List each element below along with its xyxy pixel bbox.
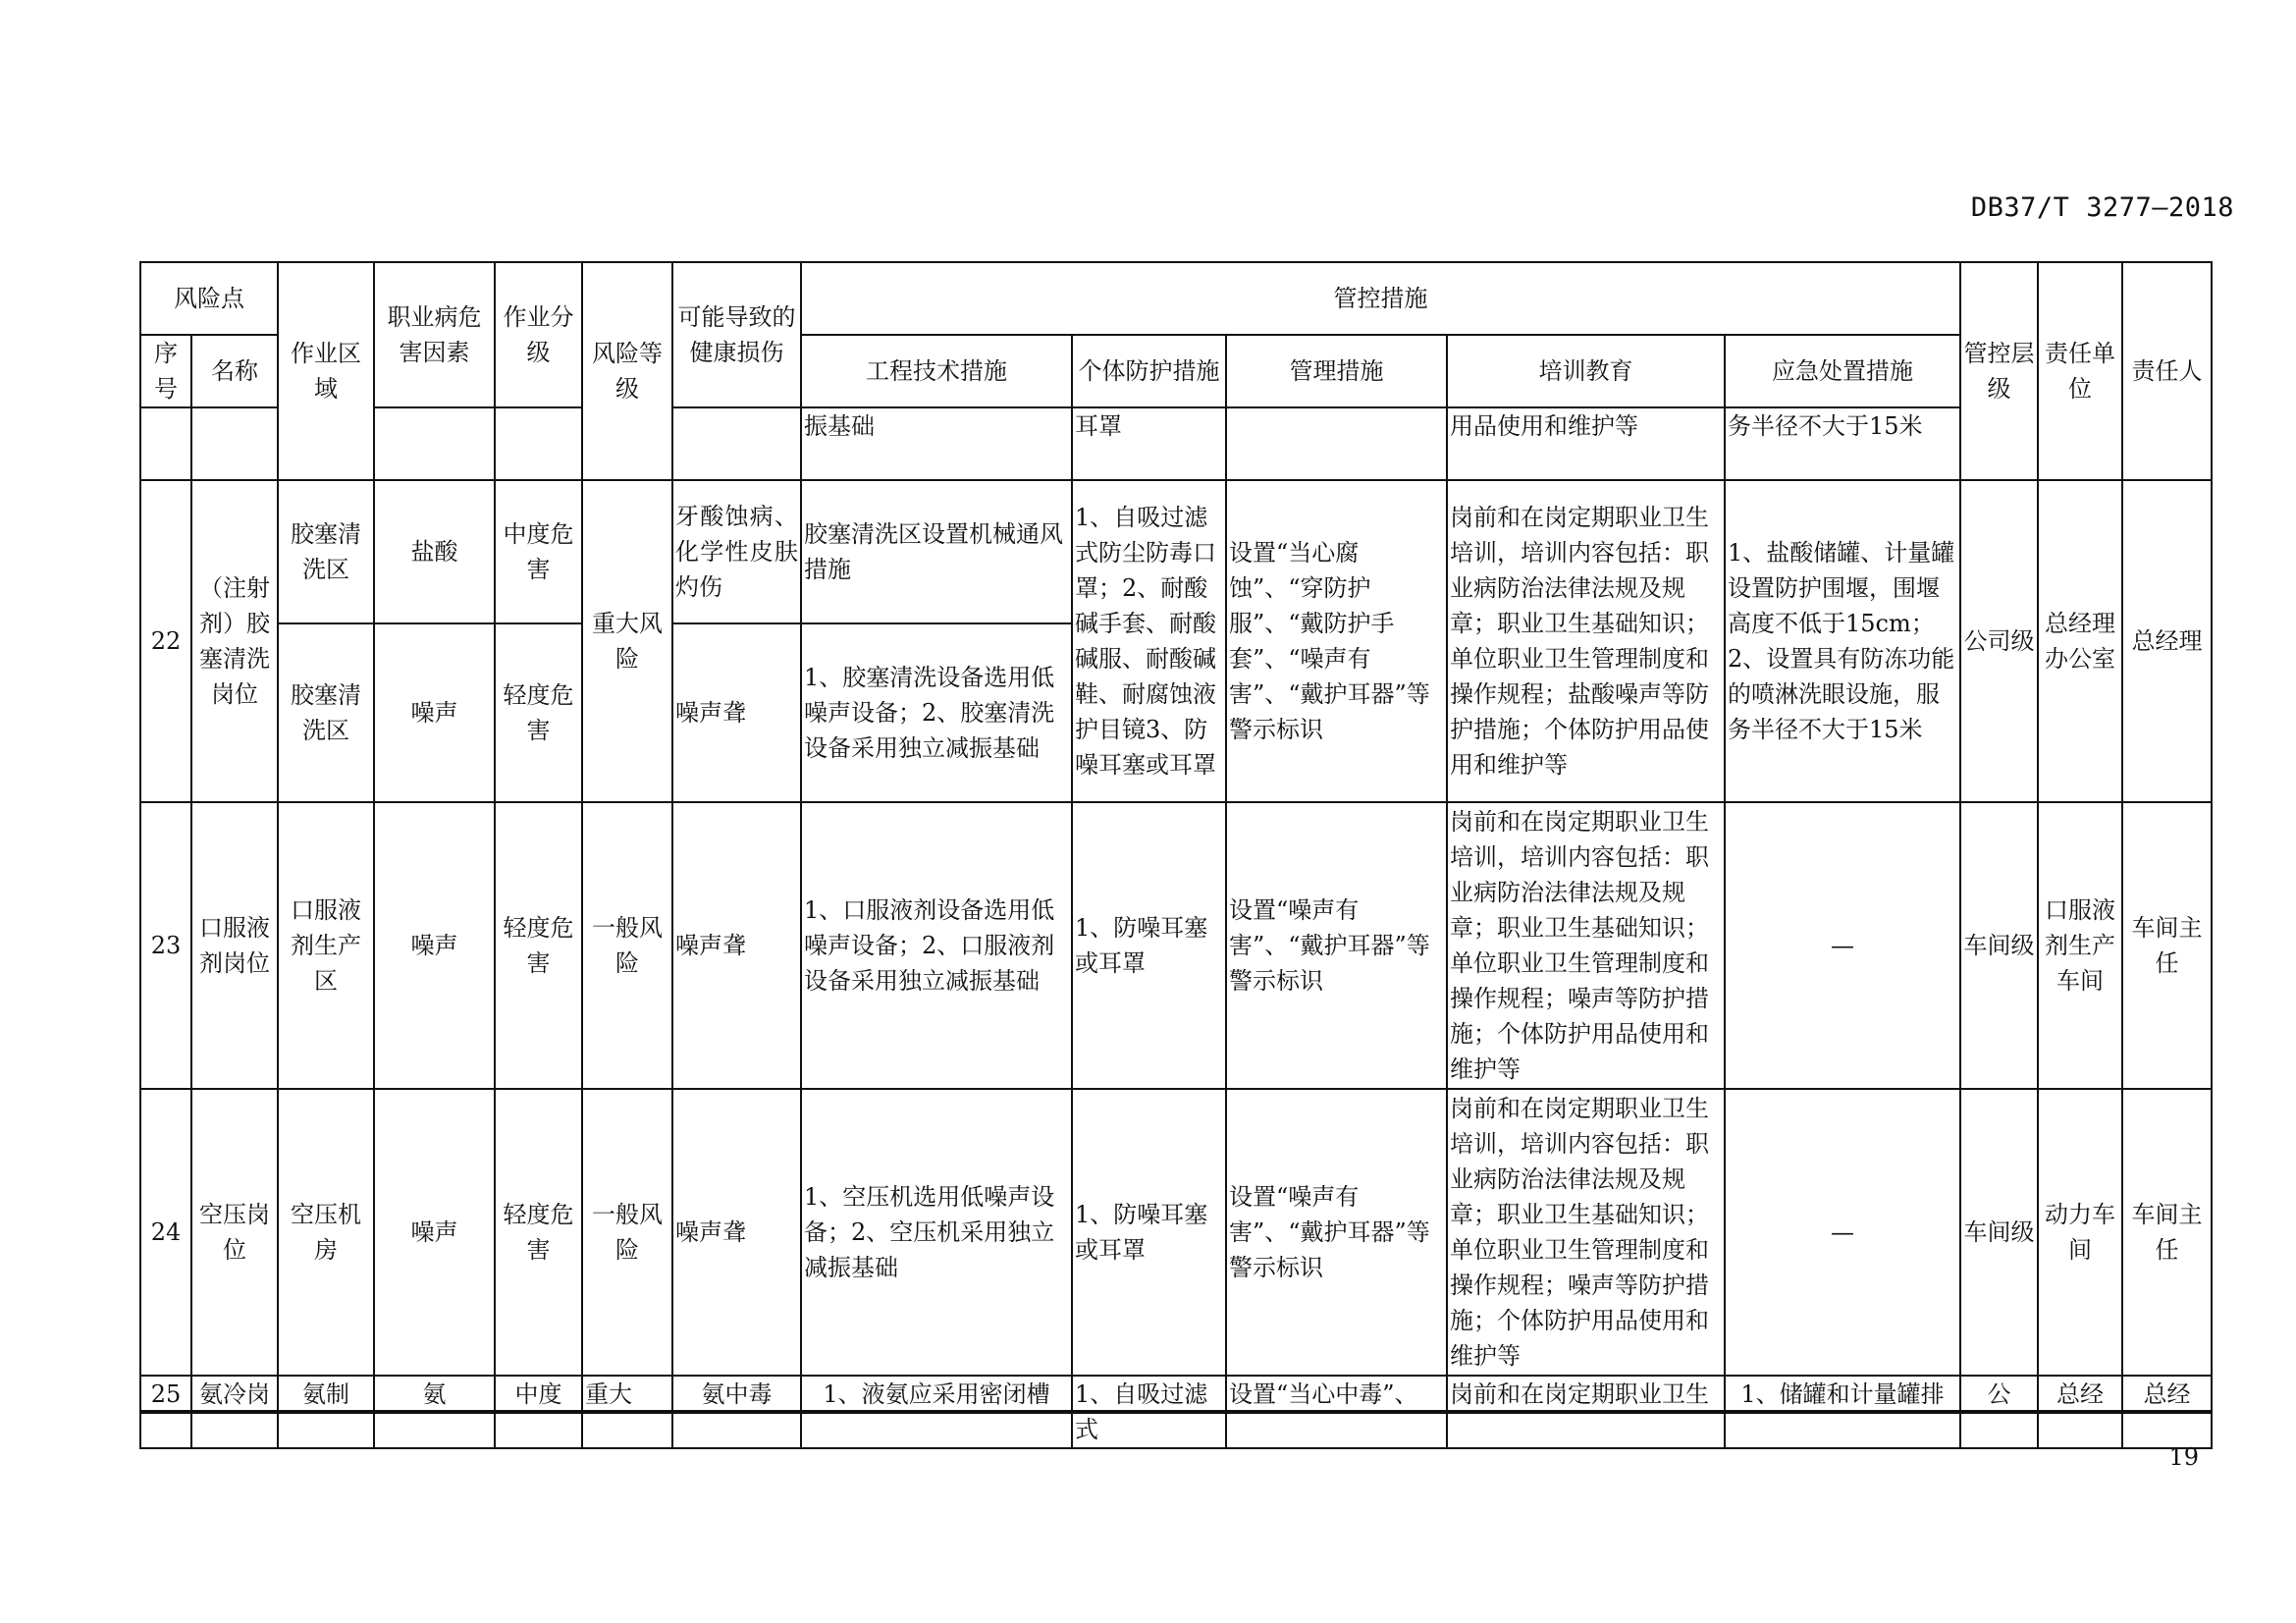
row-24-emerg: — <box>1725 1089 1960 1376</box>
row-23-unit: 口服液剂生产车间 <box>2038 802 2122 1089</box>
row-22-unit: 总经理办公室 <box>2038 480 2122 802</box>
header-person: 责任人 <box>2122 262 2212 480</box>
row-25-seq: 25 <box>140 1376 191 1448</box>
header-row-1 <box>140 262 2212 335</box>
document-code: DB37/T 3277—2018 <box>1970 192 2234 223</box>
header-harm: 可能导致的健康损伤 <box>672 262 801 407</box>
row-22-person: 总经理 <box>2122 480 2212 802</box>
row-24-eng: 1、空压机选用低噪声设备；2、空压机采用独立减振基础 <box>801 1089 1072 1376</box>
risk-control-table <box>139 261 2213 1449</box>
header-seq: 序号 <box>140 335 191 407</box>
row-23-harm: 噪声聋 <box>672 802 801 1089</box>
row-23-risk-level: 一般风险 <box>582 802 672 1089</box>
cont-seq <box>140 407 191 480</box>
row-22b-eng: 1、胶塞清洗设备选用低噪声设备；2、胶塞清洗设备采用独立减振基础 <box>801 623 1072 802</box>
row-22-seq: 22 <box>140 480 191 802</box>
header-eng: 工程技术措施 <box>801 335 1072 407</box>
header-area: 作业区域 <box>278 262 374 480</box>
row-24-mgmt: 设置“噪声有害”、“戴护耳器”等警示标识 <box>1226 1089 1447 1376</box>
cont-grade <box>495 407 582 480</box>
risk-control-table-wrapper <box>139 261 2213 1443</box>
row-22-emerg: 1、盐酸储罐、计量罐设置防护围堰，围堰高度不低于15cm；2、设置具有防冻功能的喷淋洗眼设施，服务半径不大于15米 <box>1725 480 1960 802</box>
row-23-ctrl-level: 车间级 <box>1960 802 2038 1089</box>
row-25-name: 氨冷岗 <box>191 1376 278 1448</box>
row-22a-area: 胶塞清洗区 <box>278 480 374 623</box>
row-22-risk-level: 重大风险 <box>582 480 672 802</box>
cont-train: 用品使用和维护等 <box>1447 407 1725 480</box>
row-24-hazard: 噪声 <box>374 1089 495 1376</box>
row-24-seq: 24 <box>140 1089 191 1376</box>
table-row-23 <box>140 802 2212 1089</box>
row-22b-hazard: 噪声 <box>374 623 495 802</box>
row-23-mgmt: 设置“噪声有害”、“戴护耳器”等警示标识 <box>1226 802 1447 1089</box>
page-number: 19 <box>2168 1443 2199 1471</box>
header-unit: 责任单位 <box>2038 262 2122 480</box>
cont-mgmt <box>1226 407 1447 480</box>
header-name: 名称 <box>191 335 278 407</box>
row-24-ppe: 1、防噪耳塞或耳罩 <box>1072 1089 1226 1376</box>
header-emerg: 应急处置措施 <box>1725 335 1960 407</box>
row-25-mgmt: 设置“当心中毒”、 <box>1226 1376 1447 1448</box>
row-24-unit: 动力车间 <box>2038 1089 2122 1376</box>
cont-eng: 振基础 <box>801 407 1072 480</box>
table-row-22a <box>140 480 2212 623</box>
row-24-train: 岗前和在岗定期职业卫生培训，培训内容包括：职业病防治法律法规及规章；职业卫生基础知识；单位职业卫生管理制度和操作规程；噪声等防护措施；个体防护用品使用和维护等 <box>1447 1089 1725 1376</box>
row-23-seq: 23 <box>140 802 191 1089</box>
row-23-ppe: 1、防噪耳塞或耳罩 <box>1072 802 1226 1089</box>
row-25-hazard: 氨 <box>374 1376 495 1448</box>
header-risk-point: 风险点 <box>140 262 278 335</box>
row-24-area: 空压机房 <box>278 1089 374 1376</box>
header-hazard: 职业病危害因素 <box>374 262 495 407</box>
row-22-ctrl-level: 公司级 <box>1960 480 2038 802</box>
row-22-train: 岗前和在岗定期职业卫生培训，培训内容包括：职业病防治法律法规及规章；职业卫生基础知识；单位职业卫生管理制度和操作规程；盐酸噪声等防护措施；个体防护用品使用和维护等 <box>1447 480 1725 802</box>
row-22a-harm: 牙酸蚀病、化学性皮肤灼伤 <box>672 480 801 623</box>
row-23-eng: 1、口服液剂设备选用低噪声设备；2、口服液剂设备采用独立减振基础 <box>801 802 1072 1089</box>
row-22-mgmt: 设置“当心腐蚀”、“穿防护服”、“戴防护手套”、“噪声有害”、“戴护耳器”等警示标识 <box>1226 480 1447 802</box>
header-mgmt: 管理措施 <box>1226 335 1447 407</box>
row-24-grade: 轻度危害 <box>495 1089 582 1376</box>
header-control: 管控措施 <box>801 262 1960 335</box>
continued-row <box>140 407 2212 480</box>
row-25-grade: 中度 <box>495 1376 582 1448</box>
row-22b-harm: 噪声聋 <box>672 623 801 802</box>
row-24-ctrl-level: 车间级 <box>1960 1089 2038 1376</box>
row-22b-area: 胶塞清洗区 <box>278 623 374 802</box>
row-25-person: 总经 <box>2122 1376 2212 1448</box>
row-22a-hazard: 盐酸 <box>374 480 495 623</box>
cont-name <box>191 407 278 480</box>
row-23-grade: 轻度危害 <box>495 802 582 1089</box>
row-25-emerg: 1、储罐和计量罐排 <box>1725 1376 1960 1448</box>
row-25-eng: 1、液氨应采用密闭槽 <box>801 1376 1072 1448</box>
row-23-area: 口服液剂生产区 <box>278 802 374 1089</box>
header-train: 培训教育 <box>1447 335 1725 407</box>
row-25-ppe: 1、自吸过滤式 <box>1072 1376 1226 1448</box>
row-25-ctrl-level: 公 <box>1960 1376 2038 1448</box>
row-23-person: 车间主任 <box>2122 802 2212 1089</box>
cont-emerg: 务半径不大于15米 <box>1725 407 1960 480</box>
row-24-risk-level: 一般风险 <box>582 1089 672 1376</box>
table-row-24 <box>140 1089 2212 1376</box>
header-risk-level: 风险等级 <box>582 262 672 480</box>
row-22a-eng: 胶塞清洗区设置机械通风措施 <box>801 480 1072 623</box>
row-25-unit: 总经 <box>2038 1376 2122 1448</box>
row-25-train: 岗前和在岗定期职业卫生 <box>1447 1376 1725 1448</box>
header-ctrl-level: 管控层级 <box>1960 262 2038 480</box>
row-22a-grade: 中度危害 <box>495 480 582 623</box>
header-grade: 作业分级 <box>495 262 582 407</box>
row-22-name: （注射剂）胶塞清洗岗位 <box>191 480 278 802</box>
row-23-name: 口服液剂岗位 <box>191 802 278 1089</box>
row-22-ppe: 1、自吸过滤式防尘防毒口罩；2、耐酸碱手套、耐酸碱服、耐酸碱鞋、耐腐蚀液护目镜3、防噪耳塞或耳罩 <box>1072 480 1226 802</box>
row-23-train: 岗前和在岗定期职业卫生培训，培训内容包括：职业病防治法律法规及规章；职业卫生基础知识；单位职业卫生管理制度和操作规程；噪声等防护措施；个体防护用品使用和维护等 <box>1447 802 1725 1089</box>
row-25-area: 氨制 <box>278 1376 374 1448</box>
cont-hazard <box>374 407 495 480</box>
row-23-emerg: — <box>1725 802 1960 1089</box>
row-25-risk-level: 重大 <box>582 1376 672 1448</box>
cont-ppe: 耳罩 <box>1072 407 1226 480</box>
table-row-25 <box>140 1376 2212 1448</box>
row-24-person: 车间主任 <box>2122 1089 2212 1376</box>
row-24-name: 空压岗位 <box>191 1089 278 1376</box>
row-22b-grade: 轻度危害 <box>495 623 582 802</box>
row-23-hazard: 噪声 <box>374 802 495 1089</box>
row-24-harm: 噪声聋 <box>672 1089 801 1376</box>
cont-harm <box>672 407 801 480</box>
row-25-harm: 氨中毒 <box>672 1376 801 1448</box>
header-ppe: 个体防护措施 <box>1072 335 1226 407</box>
